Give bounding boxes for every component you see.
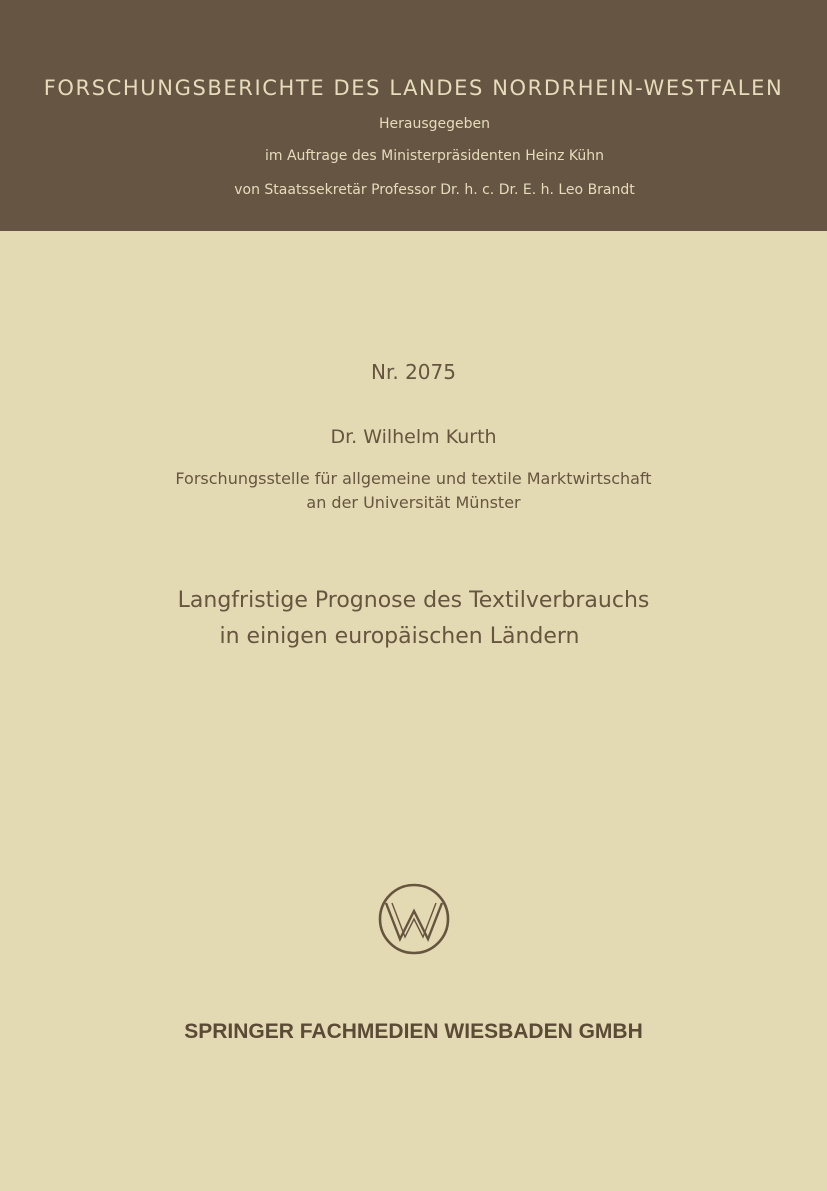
editor-name-line: von Staatssekretär Professor Dr. h. c. Dr. E. h. Leo Brandt (234, 182, 635, 198)
book-title-line-2: in einigen europäischen Ländern (219, 624, 580, 649)
institution-line-2: an der Universität Münster (306, 493, 521, 512)
commission-line: im Auftrage des Ministerpräsidenten Heinz Kühn (264, 148, 605, 164)
publisher-name: SPRINGER FACHMEDIEN WIESBADEN GMBH (184, 1020, 643, 1043)
book-title-line-1: Langfristige Prognose des Textilverbrauchs (177, 588, 650, 613)
institution-line-1: Forschungsstelle für allgemeine und textile Marktwirtschaft (175, 469, 652, 488)
header-band (0, 0, 827, 231)
series-title: FORSCHUNGSBERICHTE DES LANDES NORDRHEIN-WESTFALEN (43, 76, 784, 100)
springer-vw-logo-icon (376, 881, 452, 957)
editor-line: Herausgegeben (378, 116, 490, 132)
author-name: Dr. Wilhelm Kurth (330, 426, 497, 448)
report-number: Nr. 2075 (371, 360, 456, 384)
